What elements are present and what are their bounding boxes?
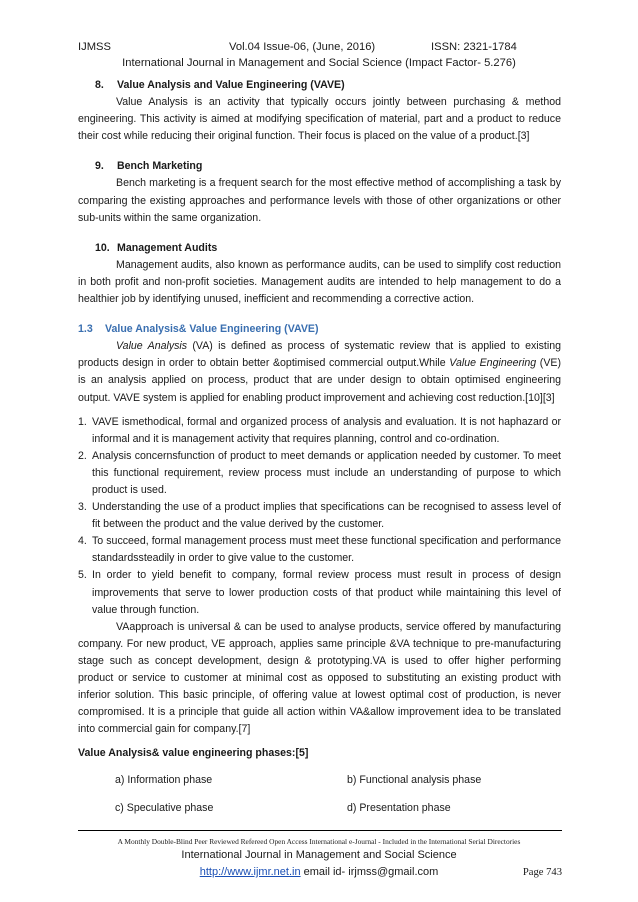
section-title: Value Analysis and Value Engineering (VAVE): [117, 79, 345, 91]
list-text: In order to yield benefit to company, formal review process must result in process of design improvements that serve to lower production costs of that product while maintaining this level of value through function.: [92, 569, 561, 616]
list-number: 3.: [78, 501, 87, 514]
journal-abbrev: IJMSS: [78, 41, 111, 53]
term-value-analysis: Value Analysis: [116, 340, 188, 353]
section-vave: [78, 321, 561, 738]
section-paragraph: Management audits, also known as performance audits, can be used to simplify cost reduction in both profit and non-profit societies. Management audits are intended to help management to do a healthier job by identifying unused, inefficient and recommending a corrective action.: [78, 258, 561, 306]
vave-numbered-list: [78, 414, 561, 619]
intro-text-2: (VE) is an analysis applied on process, product that are under design to obtain optimised engineering output. VAVE system is applied for enabling product improvement and achieving cost reduction.[10][3]: [78, 357, 561, 404]
section-8: [78, 77, 561, 145]
journal-website-link[interactable]: http://www.ijmr.net.in: [199, 866, 301, 878]
section-number: 8.: [95, 79, 104, 91]
section-10: [78, 240, 561, 308]
term-value-engineering: Value Engineering: [449, 357, 537, 370]
intro-text-1: (VA) is defined as process of systematic review that is applied to existing products design in order to obtain better &optimised commercial output.While: [78, 340, 561, 370]
list-text: To succeed, formal management process must meet these functional specification and performance standardssteadily in order to give value to the customer.: [92, 535, 561, 565]
footer-journal-name: International Journal in Management and Social Science: [181, 849, 457, 861]
journal-subtitle: International Journal in Management and Social Science (Impact Factor- 5.276): [122, 57, 516, 69]
section-heading: [95, 240, 561, 257]
section-heading: [95, 77, 561, 94]
section-9: [78, 158, 561, 226]
section-paragraph: Bench marketing is a frequent search for the most effective method of accomplishing a task by comparing the existing approaches and performance levels with those of other organizations or other sub-units within the same organization.: [78, 177, 561, 224]
list-number: 1.: [78, 415, 87, 428]
list-item: [78, 567, 561, 618]
list-item: [78, 499, 561, 533]
list-number: 2.: [78, 449, 87, 462]
page-number: Page 743: [522, 867, 562, 878]
section-title: Bench Marketing: [117, 160, 203, 173]
body-content: [78, 77, 561, 832]
section-heading: [95, 158, 561, 175]
issn: ISSN: 2321-1784: [431, 41, 517, 53]
list-number: 5.: [78, 569, 87, 582]
section-number: 9.: [95, 160, 104, 173]
running-header: [0, 41, 638, 57]
phases-grid: [78, 772, 561, 832]
section-paragraph: Value Analysis is an activity that typically occurs jointly between purchasing & method engineering. This activity is aimed at modifying specification of material, part and a product to reduce their cost while reducing their original function. Their focus is placed on the value of a product.[3]: [78, 96, 561, 143]
phase-presentation: d) Presentation phase: [347, 802, 451, 815]
vave-closing-paragraph: VAapproach is universal & can be used to analyse products, service offered by manufacturing company. For new product, VE approach, applies same principle &VA technique to pre-manufacturing stage such as concept development, design & prototyping.VA is used to offer higher performing product or service to customer at minimal cost as opposed to substituting an existing product with inferior solution. This basic principle, of offering value at lowest optimal cost of production, is never compromised. It is a principle that guide all action within VA&allow improvement idea to be translated into commercial gain for company.[7]: [78, 620, 561, 736]
subsection-number: 1.3: [78, 323, 93, 336]
list-text: VAVE ismethodical, formal and organized process of analysis and evaluation. It is not haphazard or informal and it is management activity that requires planning, control and co-ordination.: [92, 415, 561, 445]
list-text: Analysis concernsfunction of product to meet demands or application needed by customer. To meet this functional requirement, review process must include an understanding of purpose to which product is used.: [92, 449, 561, 496]
vave-intro-paragraph: [78, 338, 561, 406]
list-item: [78, 533, 561, 567]
list-item: [78, 414, 561, 448]
phase-information: a) Information phase: [115, 774, 213, 787]
list-number: 4.: [78, 535, 87, 548]
subsection-heading: [78, 321, 561, 338]
list-text: Understanding the use of a product implies that specifications can be recognised to assess level of fit between the product and the value derived by the customer.: [92, 501, 561, 531]
footer-email: email id- irjmss@gmail.com: [300, 866, 439, 878]
footer-note: A Monthly Double-Blind Peer Reviewed Refereed Open Access International e-Journal - Included in the International Serial Directories: [117, 837, 521, 846]
footer-divider: [78, 830, 562, 831]
section-title: Management Audits: [117, 241, 218, 254]
section-number: 10.: [95, 241, 110, 254]
phases-heading: Value Analysis& value engineering phases:[5]: [78, 747, 309, 760]
phase-speculative: c) Speculative phase: [115, 802, 214, 815]
phase-functional-analysis: b) Functional analysis phase: [347, 774, 482, 787]
volume-issue: Vol.04 Issue-06, (June, 2016): [229, 41, 376, 53]
subsection-title: Value Analysis& Value Engineering (VAVE): [105, 323, 319, 336]
list-item: [78, 448, 561, 499]
